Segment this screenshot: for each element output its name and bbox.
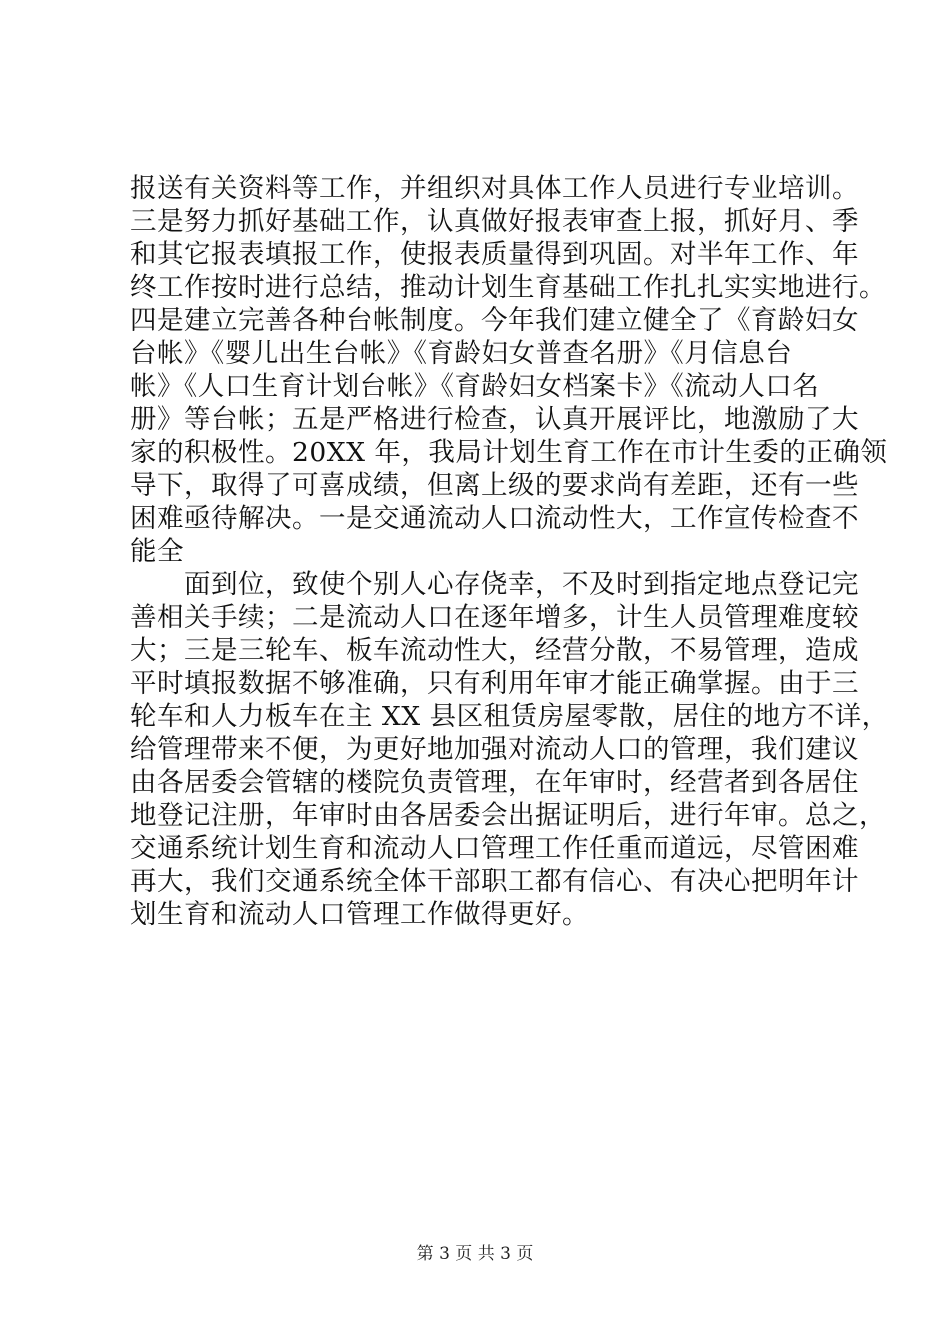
text-line: 划生育和流动人口管理工作做得更好。 [130, 899, 589, 930]
page-number-footer: 第 3 页 共 3 页 [416, 1244, 534, 1264]
text-line: 交通系统计划生育和流动人口管理工作任重而道远，尽管困难 [130, 833, 859, 864]
text-line: 和其它报表填报工作，使报表质量得到巩固。对半年工作、年 [130, 239, 859, 270]
text-line: 由各居委会管辖的楼院负责管理，在年审时，经营者到各居住 [130, 767, 859, 798]
text-line: 平时填报数据不够准确，只有利用年审才能正确掌握。由于三 [130, 668, 859, 699]
text-line: 册》等台帐；五是严格进行检查，认真开展评比，地激励了大 [130, 404, 859, 435]
text-line: 台帐》《婴儿出生台帐》《育龄妇女普查名册》《月信息台 [130, 338, 793, 369]
text-line: 困难亟待解决。一是交通流动人口流动性大，工作宣传检查不 [130, 503, 859, 534]
text-line: 能全 [130, 536, 184, 567]
document-body [130, 172, 889, 931]
text-line: 终工作按时进行总结，推动计划生育基础工作扎扎实实地进行。 [130, 272, 886, 303]
text-line: 帐》《人口生育计划台帐》《育龄妇女档案卡》《流动人口名 [130, 371, 820, 402]
text-line: 善相关手续；二是流动人口在逐年增多，计生人员管理难度较 [130, 602, 859, 633]
text-line: 三是努力抓好基础工作，认真做好报表审查上报，抓好月、季 [130, 206, 859, 237]
paragraph-start-line: 面到位，致使个别人心存侥幸，不及时到指定地点登记完 [184, 569, 859, 600]
text-line: 轮车和人力板车在主 XX 县区租赁房屋零散，居住的地方不详， [130, 701, 889, 732]
text-line: 大；三是三轮车、板车流动性大，经营分散，不易管理，造成 [130, 635, 859, 666]
text-line: 导下，取得了可喜成绩，但离上级的要求尚有差距，还有一些 [130, 470, 859, 501]
text-line: 四是建立完善各种台帐制度。今年我们建立健全了《育龄妇女 [130, 305, 859, 336]
text-line: 给管理带来不便，为更好地加强对流动人口的管理，我们建议 [130, 734, 859, 765]
text-line: 地登记注册，年审时由各居委会出据证明后，进行年审。总之， [130, 800, 886, 831]
text-line: 报送有关资料等工作，并组织对具体工作人员进行专业培训。 [130, 173, 859, 204]
text-line: 再大，我们交通系统全体干部职工都有信心、有决心把明年计 [130, 866, 859, 897]
text-line: 家的积极性。20XX 年，我局计划生育工作在市计生委的正确领 [130, 437, 888, 468]
